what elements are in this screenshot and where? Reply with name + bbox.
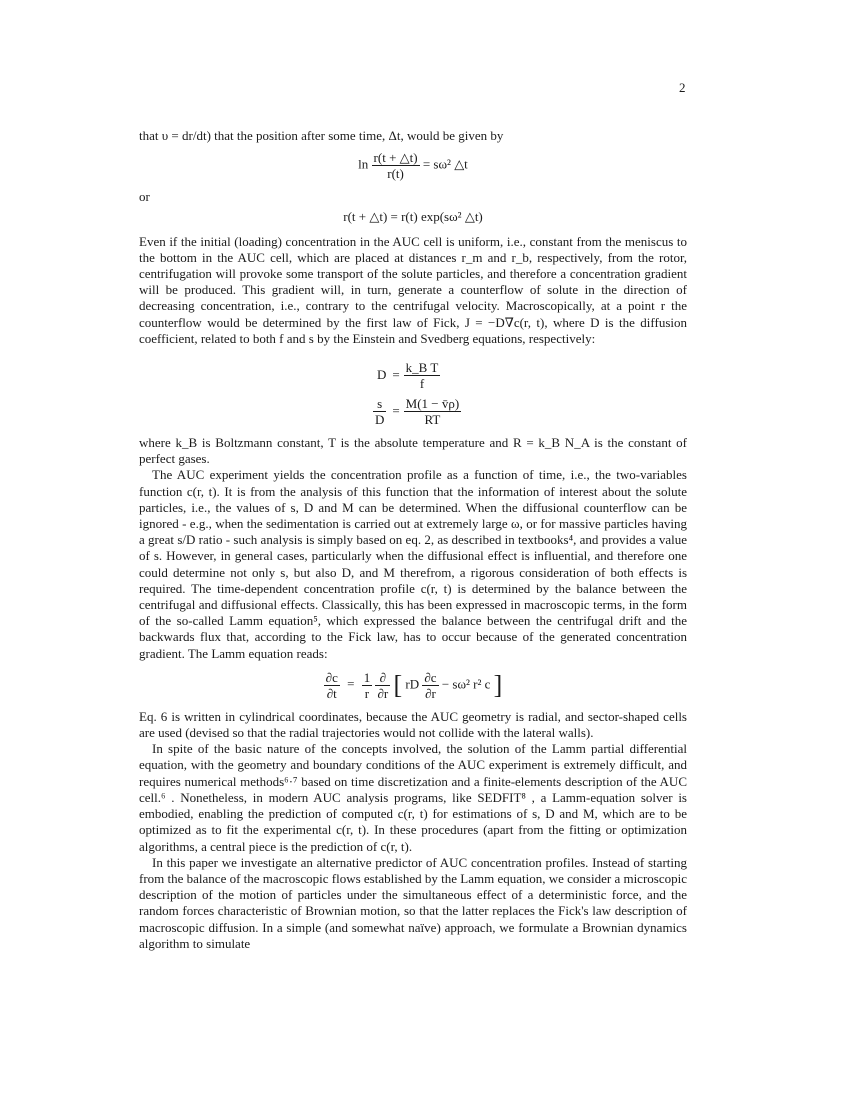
eq5-inner-post: − sω² r² c bbox=[441, 676, 491, 692]
eq1-numerator: r(t + △t) bbox=[373, 150, 418, 166]
paragraph-where: where k_B is Boltzmann constant, T is the absolute temperature and R = k_B N_A is the constant of perfect gases. bbox=[139, 435, 687, 467]
eq5-lhs-numerator: ∂c bbox=[325, 669, 338, 685]
equation-2: r(t + △t) = r(t) exp(sω² △t) bbox=[343, 209, 483, 225]
eq5-inner-pre: rD bbox=[405, 676, 420, 692]
eq5-f2-denominator: ∂r bbox=[377, 685, 389, 701]
equation-5-lamm: $\frac{\partial c}{\partial t}$ = $\frac{1}{r}$ $\frac{\partial}{\partial r}$ [ rD $\frac{\partial c}{\partial r}$ − sω² r² c ] bbox=[325, 669, 503, 701]
eq5-f1-denominator: r bbox=[362, 685, 373, 701]
paragraph-auc: The AUC experiment yields the concentration profile as a function of time, i.e., the two-variables function c(r, t). It is from the analysis of this function that the information of interest about the solute particles, i.e., the values of s, D and M can be determined. When the diffusional counterflow can be ignored - e.g., when the sedimentation is carried out at extremely large ω, or for massive particles having a great s/D ratio - such analysis is simply based on eq. 2, as described in textbooks⁴, and provides a value of s. However, in general cases, particularly when the diffusional effect is influential, and therefore one could determine not only s, but also D, and M therefrom, a rigorous consideration of both effects is required. The time-dependent concentration profile c(r, t) is determined by the balance between the centrifugal and diffusional effects. Classically, this has been expressed in macroscopic terms, in the form of the so-called Lamm equation⁵, which expressed the balance between the centrifugal drift and the backwards flux that, according to the Fick law, has to occur because of the generated concentration gradient. The Lamm equation reads: bbox=[139, 467, 687, 661]
eq5-f1-numerator: 1 bbox=[363, 669, 371, 685]
eq4-lhs-denominator: D bbox=[374, 411, 385, 427]
eq4-numerator: M(1 − v̄ρ) bbox=[405, 395, 460, 411]
left-bracket: [ bbox=[393, 670, 403, 700]
eq5-factor-2 bbox=[375, 670, 390, 701]
eq5-factor-1 bbox=[362, 670, 373, 701]
equation-3: D = $\frac{\text{k\_B T}}{f}$ bbox=[139, 357, 687, 393]
page-number: 2 bbox=[679, 80, 686, 95]
eq4-fraction bbox=[404, 396, 462, 427]
or-label: or bbox=[139, 189, 150, 205]
eq1-fraction bbox=[372, 150, 420, 181]
eq5-lhs-fraction bbox=[324, 670, 340, 701]
eq4-denominator: RT bbox=[404, 411, 462, 427]
eq5-lhs-denominator: ∂t bbox=[324, 685, 340, 701]
paragraph-spite: In spite of the basic nature of the concepts involved, the solution of the Lamm partial differential equation, with the geometry and boundary conditions of the AUC experiment is extremely difficult, and requires numerical methods⁶·⁷ based on time discretization and a finite-elements description of the AUC cell.⁶ . Nonetheless, in modern AUC analysis programs, like SEDFIT⁸ , a Lamm-equation solver is embodied, enabling the prediction of computed c(r, t) for estimations of s, D and M, which are to be optimized as to fit the experimental c(r, t). In these procedures (apart from the fitting or optimization algorithms, a central piece is the prediction of c(r, t). bbox=[139, 741, 687, 854]
eq4-lhs-fraction bbox=[373, 396, 386, 427]
eq5-inner-fraction bbox=[422, 670, 438, 701]
equation-block-3-4 bbox=[139, 357, 687, 429]
eq1-rhs: = sω² △t bbox=[422, 156, 468, 172]
paragraph-this-paper: In this paper we investigate an alternative predictor of AUC concentration profiles. Instead of starting from the balance of the macroscopic flows established by the Lamm equation, we consider a microscopic description of the motion of particles under the simultaneous effect of a deterministic force, and the random forces characteristic of Brownian motion, so that the latter replaces the Fick's law description of macroscopic diffusion. In a simple (and somewhat naïve) approach, we formulate a Brownian dynamics algorithm to simulate bbox=[139, 854, 687, 951]
equation-4: $\frac{s}{D}$ = $\frac{M(1 - v̄\rho)}{RT}$ bbox=[374, 395, 460, 427]
eq1-denominator: r(t) bbox=[372, 165, 420, 181]
paragraph-intro: that υ = dr/dt) that the position after some time, Δt, would be given by bbox=[139, 128, 504, 143]
eq1-ln: ln bbox=[358, 156, 369, 172]
paper-body bbox=[139, 128, 687, 952]
paragraph-eq6: Eq. 6 is written in cylindrical coordinates, because the AUC geometry is radial, and sector-shaped cells are used (devised so that the radial trajectories would not collide with the lateral walls). bbox=[139, 708, 687, 741]
eq5-f2-numerator: ∂ bbox=[379, 669, 387, 685]
eq4-lhs-numerator: s bbox=[377, 395, 383, 411]
equation-1 bbox=[139, 150, 687, 181]
right-bracket: ] bbox=[493, 670, 503, 700]
eq3-fraction bbox=[404, 360, 441, 391]
eq5-inner-numerator: ∂c bbox=[424, 669, 437, 685]
eq3-numerator: k_B T bbox=[405, 359, 439, 375]
eq5-inner-denominator: ∂r bbox=[422, 685, 438, 701]
eq3-lhs: D bbox=[376, 366, 387, 382]
paragraph-fick: Even if the initial (loading) concentration in the AUC cell is uniform, i.e., constant from the meniscus to the bottom in the AUC cell, which are placed at distances r_m and r_b, respectively, from the rotor, centrifugation will provoke some transport of the solute particles, and therefore a concentration gradient will be produced. This gradient will, in turn, generate a counterflow of solute in the direction of decreasing concentration, i.e., contrary to the centrifugal velocity. Macroscopically, at a point r the counterflow would be determined by the first law of Fick, J = −D∇c(r, t), where D is the diffusion coefficient, related to both f and s by the Einstein and Svedberg equations, respectively: bbox=[139, 233, 687, 346]
eq3-denominator: f bbox=[404, 375, 441, 391]
